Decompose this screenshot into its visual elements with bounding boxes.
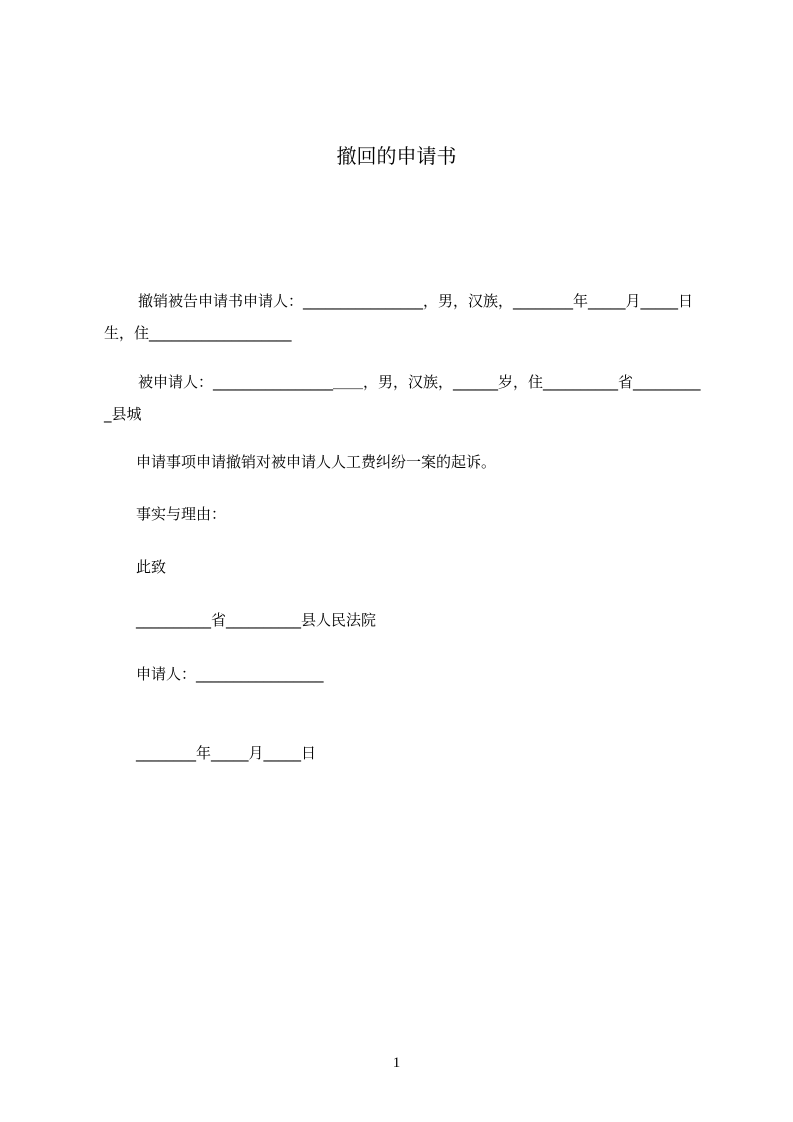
salutation: 此致 xyxy=(136,558,167,576)
request-paragraph: 申请事项申请撤销对被申请人人工费纠纷一案的起诉。 xyxy=(136,453,497,471)
signature-line: 申请人：_________________ xyxy=(136,665,324,683)
facts-label: 事实与理由： xyxy=(136,505,227,523)
applicant-paragraph: 撤销被告申请书申请人：________________，男，汉族，________年_____月_____日生，住___________________ xyxy=(104,292,694,342)
court-line: __________省__________县人民法院 xyxy=(136,611,377,629)
page-number: 1 xyxy=(392,1055,401,1071)
document-title: 撤回的申请书 xyxy=(336,144,457,168)
date-line: ________年_____月_____日 xyxy=(136,744,317,762)
respondent-paragraph: 被申请人：________________＿＿，男，汉族，______岁，住__________省__________县城 xyxy=(104,373,701,423)
